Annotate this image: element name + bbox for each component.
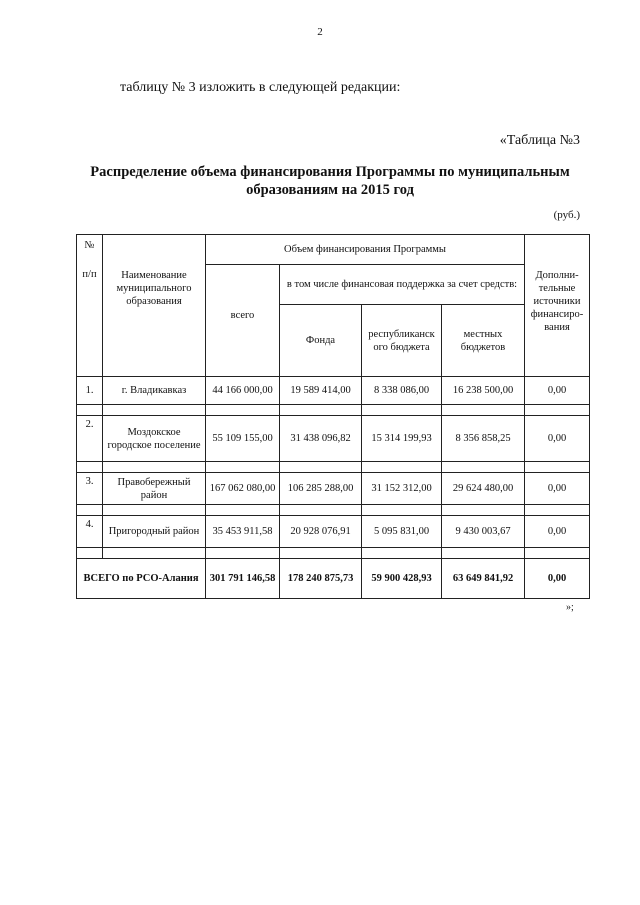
- row-fund: 106 285 288,00: [280, 473, 362, 505]
- header-total: всего: [206, 265, 280, 377]
- row-additional: 0,00: [525, 377, 590, 405]
- row-total: 55 109 155,00: [206, 416, 280, 462]
- table-row: [77, 377, 590, 405]
- row-additional: 0,00: [525, 473, 590, 505]
- header-number-abbr: п/п: [82, 269, 97, 280]
- row-republic: 15 314 199,93: [362, 416, 442, 462]
- row-total: 35 453 911,58: [206, 516, 280, 548]
- header-additional: Дополни- тельные источники финансиро- вания: [525, 235, 590, 377]
- header-fund: Фонда: [280, 305, 362, 377]
- total-additional: 0,00: [525, 559, 590, 599]
- row-additional: 0,00: [525, 516, 590, 548]
- row-local: 9 430 003,67: [442, 516, 525, 548]
- row-name: Моздокское городское поселение: [103, 416, 206, 462]
- row-republic: 31 152 312,00: [362, 473, 442, 505]
- table-row: [77, 516, 590, 548]
- total-fund: 178 240 875,73: [280, 559, 362, 599]
- total-sum: 301 791 146,58: [206, 559, 280, 599]
- row-local: 8 356 858,25: [442, 416, 525, 462]
- row-number: 4.: [77, 516, 103, 548]
- heading-line-2: образованиям на 2015 год: [246, 182, 414, 198]
- row-number: 2.: [77, 416, 103, 462]
- financing-table: [76, 234, 590, 599]
- header-volume: Объем финансирования Программы: [206, 235, 525, 265]
- row-name: Правобережный район: [103, 473, 206, 505]
- row-name: Пригородный район: [103, 516, 206, 548]
- intro-text: таблицу № 3 изложить в следующей редакции:: [120, 80, 401, 95]
- row-total: 167 062 080,00: [206, 473, 280, 505]
- header-name: Наименование муниципального образования: [103, 235, 206, 377]
- header-including: в том числе финансовая поддержка за счет средств:: [280, 265, 525, 305]
- header-number-sign: №: [84, 240, 95, 251]
- table-row: [77, 416, 590, 462]
- row-local: 16 238 500,00: [442, 377, 525, 405]
- table-label: «Таблица №3: [499, 133, 580, 148]
- header-number: [77, 235, 103, 377]
- table-row: [77, 473, 590, 505]
- total-republic: 59 900 428,93: [362, 559, 442, 599]
- row-fund: 31 438 096,82: [280, 416, 362, 462]
- closing-quote: »;: [566, 602, 574, 613]
- row-republic: 8 338 086,00: [362, 377, 442, 405]
- header-republic: республиканск ого бюджета: [362, 305, 442, 377]
- total-label: ВСЕГО по РСО-Алания: [77, 559, 206, 599]
- total-local: 63 649 841,92: [442, 559, 525, 599]
- page-number: 2: [317, 26, 323, 38]
- heading-line-1: Распределение объема финансирования Программы по муниципальным: [90, 164, 570, 180]
- row-local: 29 624 480,00: [442, 473, 525, 505]
- unit-label: (руб.): [553, 209, 580, 221]
- row-name: г. Владикавказ: [103, 377, 206, 405]
- row-number: 3.: [77, 473, 103, 505]
- total-row: [77, 559, 590, 599]
- row-total: 44 166 000,00: [206, 377, 280, 405]
- row-number: 1.: [77, 377, 103, 405]
- header-local: местных бюджетов: [442, 305, 525, 377]
- row-fund: 19 589 414,00: [280, 377, 362, 405]
- row-fund: 20 928 076,91: [280, 516, 362, 548]
- row-additional: 0,00: [525, 416, 590, 462]
- row-republic: 5 095 831,00: [362, 516, 442, 548]
- table-heading: [60, 163, 600, 199]
